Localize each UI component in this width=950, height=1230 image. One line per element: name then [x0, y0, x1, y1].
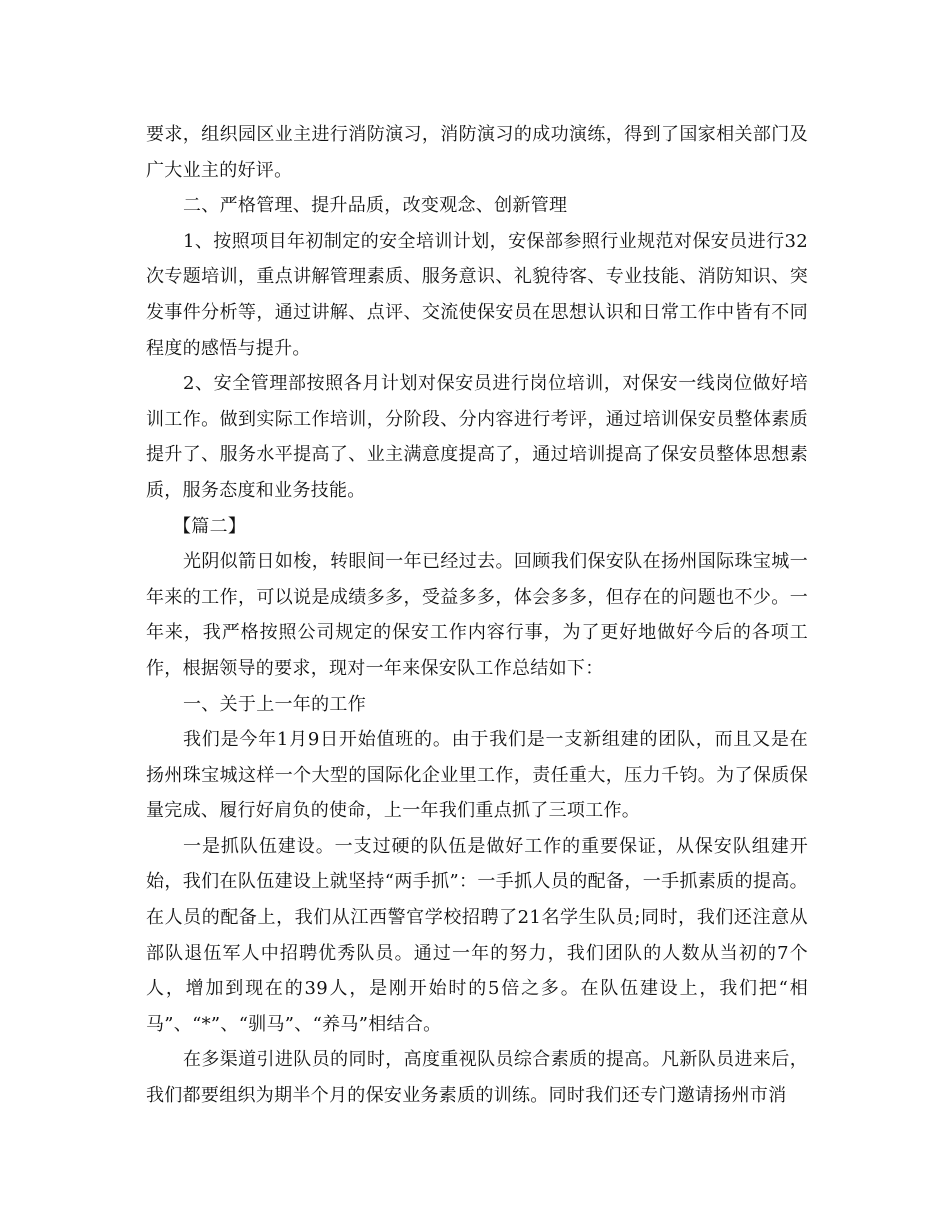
paragraph-intro: 光阴似箭日如梭，转眼间一年已经过去。回顾我们保安队在扬州国际珠宝城一年来的工作，可以说是成绩多多，受益多多，体会多多，但存在的问题也不少。一年来，我严格按照公司规定的保安工作内容行事，为了更好地做好今后的各项工作，根据领导的要求，现对一年来保安队工作总结如下： [146, 551, 808, 679]
section-heading-1: 一、关于上一年的工作 [183, 693, 366, 715]
part-two-heading: 【篇二】 [173, 515, 247, 537]
section-heading-2: 二、严格管理、提升品质，改变观念、创新管理 [183, 195, 568, 217]
paragraph-training-1: 1、按照项目年初制定的安全培训计划，安保部参照行业规范对保安员进行32次专题培训，重点讲解管理素质、服务意识、礼貌待客、专业技能、消防知识、突发事件分析等，通过讲解、点评、交流使保安员在思想认识和日常工作中皆有不同程度的感悟与提升。 [146, 230, 808, 359]
paragraph-start-duty: 我们是今年1月9日开始值班的。由于我们是一支新组建的团队，而且又是在扬州珠宝城这样一个大型的国际化企业里工作，责任重大，压力千钧。为了保质保量完成、履行好肩负的使命，上一年我们重点抓了三项工作。 [146, 729, 808, 822]
paragraph-quality-training: 在多渠道引进队员的同时，高度重视队员综合素质的提高。凡新队员进来后，我们都要组织为期半个月的保安业务素质的训练。同时我们还专门邀请扬州市消 [146, 1049, 808, 1107]
paragraph-continuation: 要求，组织园区业主进行消防演习，消防演习的成功演练，得到了国家相关部门及广大业主的好评。 [146, 124, 808, 181]
document-body [146, 117, 808, 1114]
paragraph-training-2: 2、安全管理部按照各月计划对保安员进行岗位培训，对保安一线岗位做好培训工作。做到实际工作培训，分阶段、分内容进行考评，通过培训保安员整体素质提升了、服务水平提高了、业主满意度提高了，通过培训提高了保安员整体思想素质，服务态度和业务技能。 [146, 373, 808, 501]
paragraph-team-building: 一是抓队伍建设。一支过硬的队伍是做好工作的重要保证，从保安队组建开始，我们在队伍建设上就坚持“两手抓”：一手抓人员的配备，一手抓素质的提高。在人员的配备上，我们从江西警官学校招聘了21名学生队员;同时，我们还注意从部队退伍军人中招聘优秀队员。通过一年的努力，我们团队的人数从当初的7个人，增加到现在的39人，是刚开始时的5倍之多。在队伍建设上，我们把“相马”、“*”、“驯马”、“养马”相结合。 [146, 835, 808, 1035]
